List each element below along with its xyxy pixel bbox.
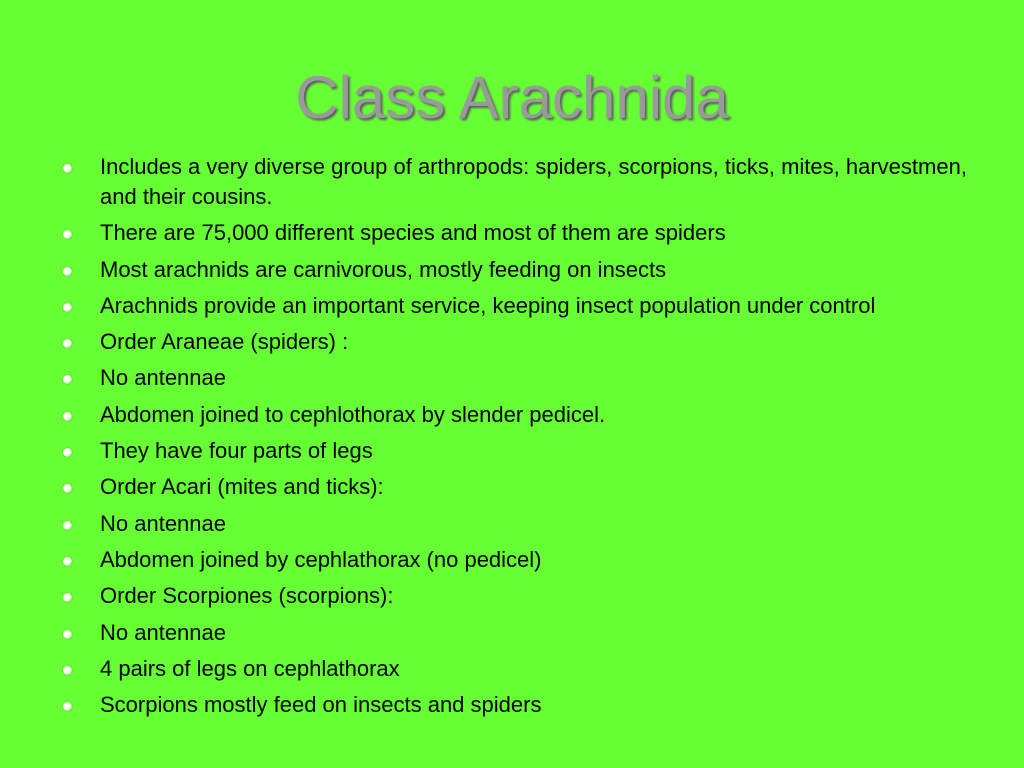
- bullet-dot-icon: [63, 593, 72, 602]
- list-item: [62, 581, 1002, 611]
- bullet-text: Order Araneae (spiders) :: [100, 329, 349, 355]
- bullet-text: Order Scorpiones (scorpions):: [100, 583, 394, 609]
- list-item: [62, 327, 1002, 357]
- bullet-text: Arachnids provide an important service, keeping insect population under control: [100, 292, 876, 318]
- list-item: [62, 436, 1002, 466]
- bullet-text: 4 pairs of legs on cephlathorax: [100, 655, 400, 681]
- bullet-dot-icon: [63, 702, 72, 711]
- list-item: [62, 363, 1002, 393]
- list-item: [62, 255, 1002, 285]
- list-item: [62, 690, 1002, 720]
- bullet-dot-icon: [63, 666, 72, 675]
- slide-title: Class Arachnida: [295, 64, 729, 131]
- list-item: [62, 218, 1002, 248]
- bullet-text: Order Acari (mites and ticks):: [100, 474, 384, 500]
- bullet-dot-icon: [63, 164, 72, 173]
- bullet-dot-icon: [63, 557, 72, 566]
- bullet-dot-icon: [63, 484, 72, 493]
- bullet-text: Most arachnids are carnivorous, mostly feeding on insects: [100, 256, 667, 282]
- bullet-text: No antennae: [100, 619, 226, 645]
- list-item: [62, 654, 1002, 684]
- bullet-dot-icon: [63, 521, 72, 530]
- list-item: [62, 472, 1002, 502]
- bullet-text: No antennae: [100, 510, 226, 536]
- bullet-dot-icon: [63, 448, 72, 457]
- list-item: [62, 618, 1002, 648]
- bullet-text: Scorpions mostly feed on insects and spiders: [100, 692, 542, 718]
- list-item: [62, 400, 1002, 430]
- list-item: [62, 291, 1002, 321]
- bullet-text: No antennae: [100, 365, 226, 391]
- list-item: [62, 509, 1002, 539]
- bullet-text: Abdomen joined by cephlathorax (no pedicel): [100, 546, 542, 572]
- bullet-dot-icon: [63, 630, 72, 639]
- bullet-dot-icon: [63, 339, 72, 348]
- bullet-list: [62, 152, 1002, 726]
- bullet-text: They have four parts of legs: [100, 438, 373, 464]
- bullet-dot-icon: [63, 375, 72, 384]
- bullet-dot-icon: [63, 412, 72, 421]
- list-item: [62, 152, 1002, 212]
- list-item: [62, 545, 1002, 575]
- bullet-dot-icon: [63, 267, 72, 276]
- bullet-dot-icon: [63, 303, 72, 312]
- bullet-text: Includes a very diverse group of arthropods: spiders, scorpions, ticks, mites, harvestmen, and their cousins.: [100, 154, 967, 209]
- bullet-text: There are 75,000 different species and most of them are spiders: [100, 220, 726, 246]
- bullet-dot-icon: [63, 230, 72, 239]
- bullet-text: Abdomen joined to cephlothorax by slender pedicel.: [100, 401, 606, 427]
